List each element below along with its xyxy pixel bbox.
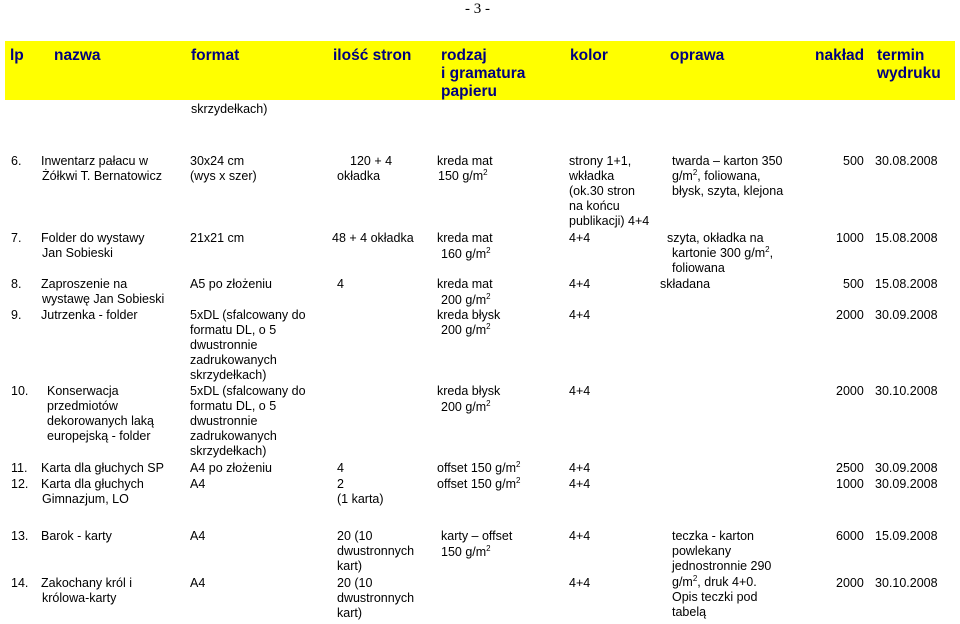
row8-ilosc: 4 (337, 277, 344, 291)
row9-format-3: dwustronnie (190, 338, 258, 352)
row12-nazwa-2: Gimnazjum, LO (42, 492, 129, 506)
header-rodzaj-2: i gramatura (441, 65, 526, 82)
row14-lp: 14. (11, 576, 29, 590)
header-kolor: kolor (570, 47, 608, 64)
row6-nazwa-1: Inwentarz pałacu w (41, 154, 149, 168)
row6-format-2: (wys x szer) (190, 169, 257, 183)
row9-lp: 9. (11, 308, 22, 322)
header-format: format (191, 47, 240, 64)
row7-nazwa-2: Jan Sobieski (42, 246, 113, 260)
row6-kolor-4: na końcu (569, 199, 620, 213)
row14-kolor: 4+4 (569, 576, 591, 590)
row13-ilosc-2: dwustronnych (337, 544, 415, 558)
row6-format-1: 30x24 cm (190, 154, 245, 168)
row7-kolor: 4+4 (569, 231, 591, 245)
row14-ilosc-3: kart) (337, 606, 362, 620)
row7-papier-1: kreda mat (437, 231, 493, 245)
row13-nazwa: Barok - karty (41, 529, 112, 543)
header-lp: lp (10, 47, 24, 64)
row7-termin: 15.08.2008 (875, 231, 938, 245)
row14-ilosc-1: 20 (10 (337, 576, 373, 590)
row13-kolor: 4+4 (569, 529, 591, 543)
row10-nazwa-1: Konserwacja (47, 384, 119, 398)
row13-oprawa-5: Opis teczki pod (672, 590, 758, 604)
row10-nazwa-3: dekorowanych laką (47, 414, 155, 428)
header-termin-1: termin (877, 47, 925, 64)
row7-lp: 7. (11, 231, 22, 245)
row14-ilosc-2: dwustronnych (337, 591, 415, 605)
row11-kolor: 4+4 (569, 461, 591, 475)
row10-nazwa-4: europejską - folder (47, 429, 151, 443)
row11-nazwa: Karta dla głuchych SP (41, 461, 164, 475)
row12-nazwa-1: Karta dla głuchych (41, 477, 144, 491)
header-termin-2: wydruku (877, 65, 941, 82)
header-oprawa: oprawa (670, 47, 725, 64)
row13-lp: 13. (11, 529, 29, 543)
row14-format: A4 (190, 576, 206, 590)
row13-ilosc-3: kart) (337, 559, 362, 573)
row13-format: A4 (190, 529, 206, 543)
row8-format: A5 po złożeniu (190, 277, 273, 291)
row7-oprawa-1: szyta, okładka na (667, 231, 764, 245)
row8-nazwa-2: wystawę Jan Sobieski (42, 292, 165, 306)
row6-oprawa-1: twarda – karton 350 (672, 154, 783, 168)
row8-lp: 8. (11, 277, 22, 291)
row12-ilosc-1: 2 (337, 477, 344, 491)
row12-format: A4 (190, 477, 206, 491)
row8-nazwa-1: Zaproszenie na (41, 277, 128, 291)
row6-papier-1: kreda mat (437, 154, 493, 168)
row7-oprawa-2: kartonie 300 $g/m^2$, (672, 245, 774, 260)
row10-format-2: formatu DL, o 5 (190, 399, 277, 413)
row8-papier-1: kreda mat (437, 277, 493, 291)
row11-lp: 11. (11, 461, 28, 475)
row12-kolor: 4+4 (569, 477, 591, 491)
row7-format: 21x21 cm (190, 231, 245, 245)
row11-papier: offset 150 $g/m^2$ (437, 460, 521, 475)
row10-format-4: zadrukowanych (190, 429, 277, 443)
row10-papier-2: 200 $g/m^2$ (441, 399, 491, 414)
row14-naklad: 2000 (836, 576, 864, 590)
row9-papier-2: 200 $g/m^2$ (441, 322, 491, 337)
row6-kolor-3: (ok.30 stron (569, 184, 636, 198)
row13-oprawa-6: tabelą (672, 605, 707, 619)
row6-papier-2: 150 $g/m^2$ (438, 168, 488, 183)
row9-format-2: formatu DL, o 5 (190, 323, 277, 337)
row13-oprawa-4: $g/m^2$, druk 4+0. (672, 574, 757, 589)
row11-naklad: 2500 (836, 461, 864, 475)
row6-naklad: 500 (843, 154, 864, 168)
header-rodzaj-3: papieru (441, 83, 497, 100)
row8-papier-2: 200 $g/m^2$ (441, 292, 491, 307)
row9-format-4: zadrukowanych (190, 353, 277, 367)
header-ilosc-stron: ilość stron (333, 47, 412, 64)
row13-oprawa-3: jednostronnie 290 (672, 559, 772, 573)
row12-naklad: 1000 (836, 477, 864, 491)
row10-lp: 10. (11, 384, 29, 398)
header-rodzaj-1: rodzaj (441, 47, 487, 64)
row13-naklad: 6000 (836, 529, 864, 543)
row11-format: A4 po złożeniu (190, 461, 273, 475)
row13-oprawa-2: powlekany (672, 544, 732, 558)
row10-format-1: 5xDL (sfalcowany do (190, 384, 306, 398)
row8-naklad: 500 (843, 277, 864, 291)
row6-oprawa-2: $g/m^2$, foliowana, (672, 168, 761, 183)
row10-naklad: 2000 (836, 384, 864, 398)
row11-ilosc: 4 (337, 461, 344, 475)
row6-nazwa-2: Żółkwi T. Bernatowicz (42, 169, 162, 183)
row9-naklad: 2000 (836, 308, 864, 322)
page-number: - 3 - (465, 1, 490, 17)
row9-format-1: 5xDL (sfalcowany do (190, 308, 306, 322)
row10-papier-1: kreda błysk (437, 384, 501, 398)
row6-ilosc-1: 120 + 4 (350, 154, 393, 168)
row13-papier-1: karty – offset (441, 529, 513, 543)
row12-ilosc-2: (1 karta) (337, 492, 384, 506)
row7-papier-2: 160 $g/m^2$ (441, 246, 491, 261)
row10-kolor: 4+4 (569, 384, 591, 398)
row6-termin: 30.08.2008 (875, 154, 938, 168)
row9-format-5: skrzydełkach) (190, 368, 267, 382)
row13-oprawa-1: teczka - karton (672, 529, 754, 543)
row7-ilosc: 48 + 4 okładka (332, 231, 414, 245)
row13-ilosc-1: 20 (10 (337, 529, 373, 543)
row6-ilosc-2: okładka (337, 169, 381, 183)
row6-oprawa-3: błysk, szyta, klejona (672, 184, 784, 198)
row7-naklad: 1000 (836, 231, 864, 245)
row9-kolor: 4+4 (569, 308, 591, 322)
row13-papier-2: 150 $g/m^2$ (441, 544, 491, 559)
row6-kolor-5: publikacji) 4+4 (569, 214, 650, 228)
row6-kolor-2: wkładka (569, 169, 615, 183)
row12-termin: 30.09.2008 (875, 477, 938, 491)
row6-lp: 6. (11, 154, 22, 168)
row9-nazwa: Jutrzenka - folder (41, 308, 138, 322)
leftover-text: skrzydełkach) (191, 102, 268, 116)
row11-termin: 30.09.2008 (875, 461, 938, 475)
row8-termin: 15.08.2008 (875, 277, 938, 291)
row12-lp: 12. (11, 477, 29, 491)
row8-kolor: 4+4 (569, 277, 591, 291)
row7-oprawa-3: foliowana (672, 261, 725, 275)
row10-format-5: skrzydełkach) (190, 444, 267, 458)
row10-termin: 30.10.2008 (875, 384, 938, 398)
row12-papier: offset 150 $g/m^2$ (437, 476, 521, 491)
row9-termin: 30.09.2008 (875, 308, 938, 322)
row13-termin: 15.09.2008 (875, 529, 938, 543)
header-naklad: nakład (815, 47, 865, 64)
row14-termin: 30.10.2008 (875, 576, 938, 590)
row14-nazwa-1: Zakochany król i (41, 576, 133, 590)
row10-format-3: dwustronnie (190, 414, 258, 428)
row6-kolor-1: strony 1+1, (569, 154, 632, 168)
row9-papier-1: kreda błysk (437, 308, 501, 322)
row8-oprawa: składana (660, 277, 711, 291)
row10-nazwa-2: przedmiotów (47, 399, 118, 413)
row14-nazwa-2: królowa-karty (42, 591, 117, 605)
header-nazwa: nazwa (54, 47, 101, 64)
row7-nazwa-1: Folder do wystawy (41, 231, 145, 245)
